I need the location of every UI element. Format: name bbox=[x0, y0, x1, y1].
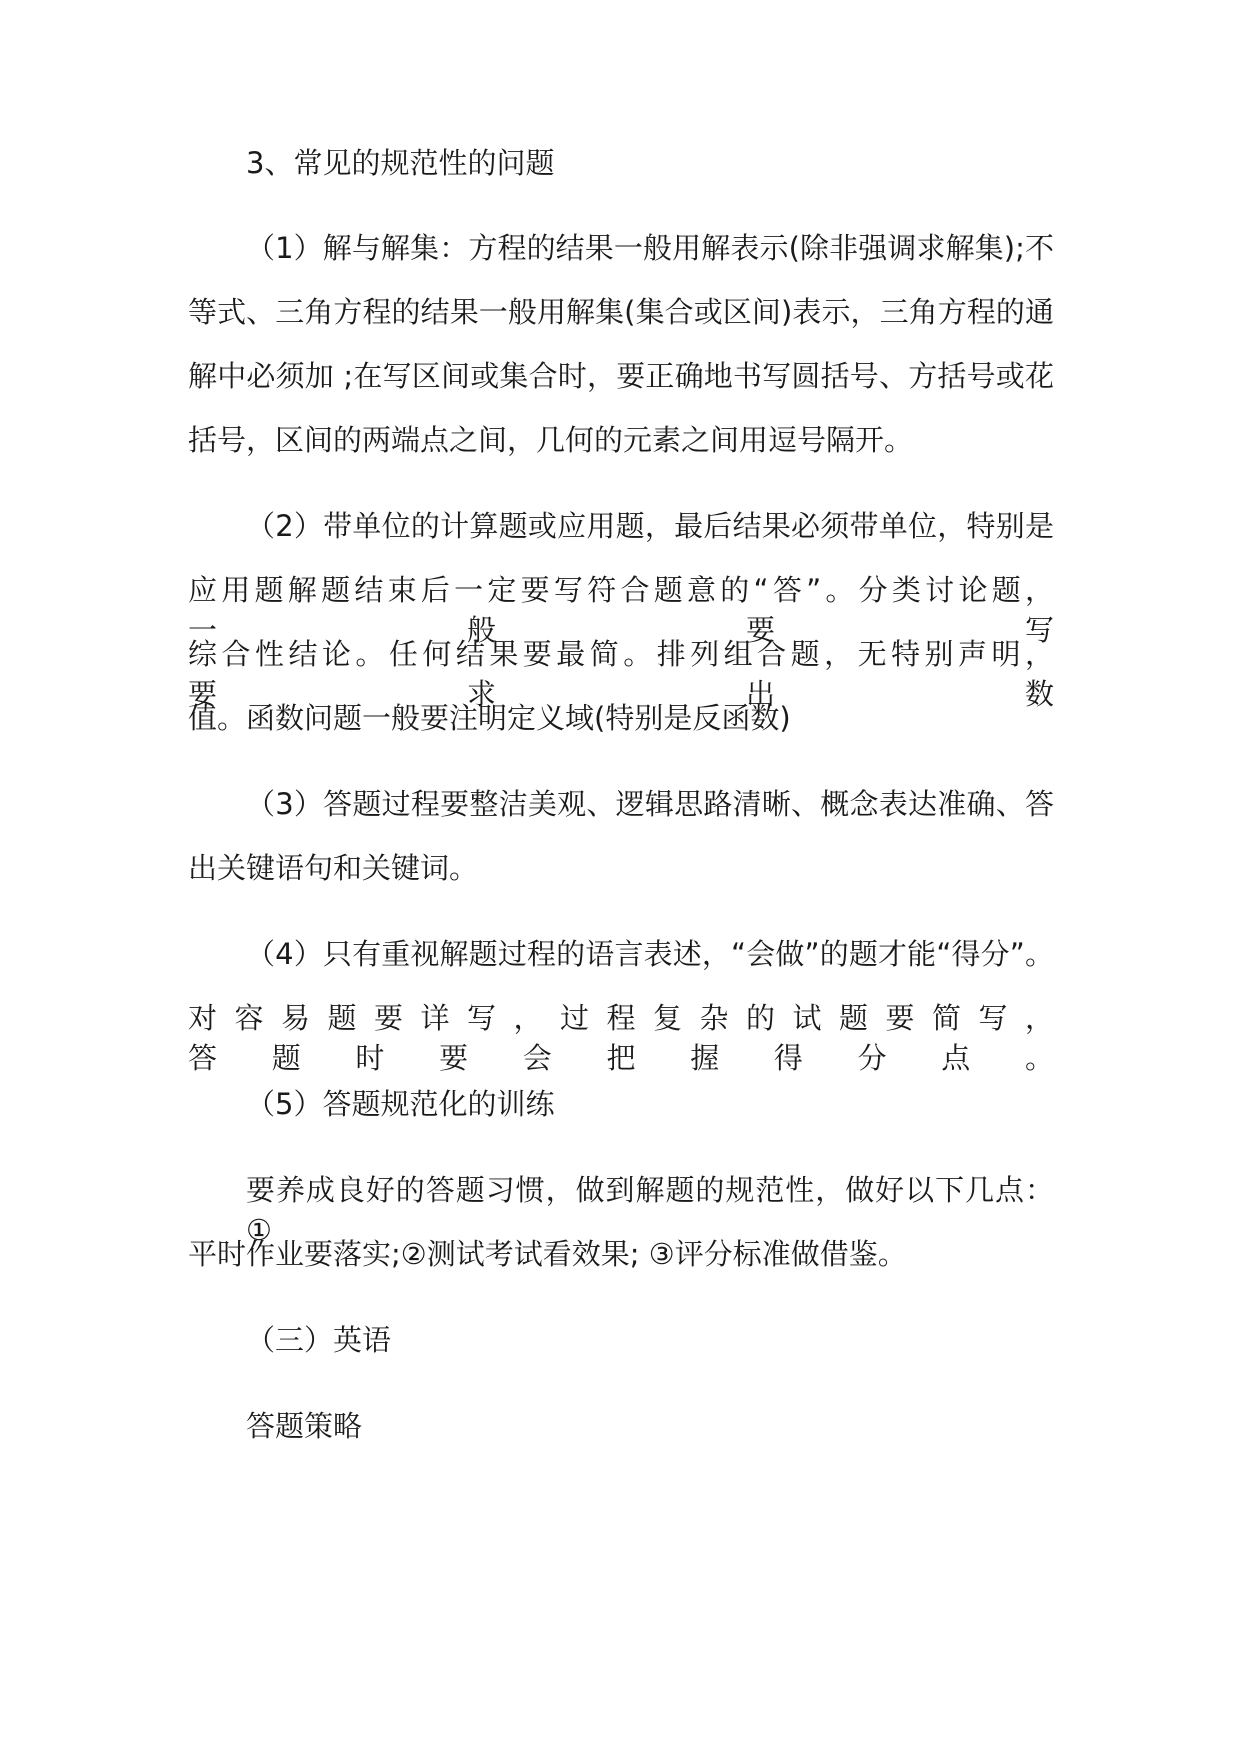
paragraph-4-line-1: （4）只有重视解题过程的语言表述，“会做”的题才能“得分”。 bbox=[246, 937, 1054, 971]
paragraph-2-line-4: 值。函数问题一般要注明定义域(特别是反函数) bbox=[188, 701, 791, 735]
paragraph-2-line-3: 综合性结论。任何结果要最简。排列组合题，无特别声明，要求出数 bbox=[188, 637, 1054, 711]
section-heading: 3、常见的规范性的问题 bbox=[246, 146, 555, 180]
paragraph-1-line-3: 解中必须加 ;在写区间或集合时，要正确地书写圆括号、方括号或花 bbox=[188, 359, 1054, 393]
paragraph-3-line-2: 出关键语句和关键词。 bbox=[188, 851, 479, 885]
section-title-english: （三）英语 bbox=[246, 1323, 392, 1357]
paragraph-2-line-2: 应用题解题结束后一定要写符合题意的“答”。分类讨论题，一般要写 bbox=[188, 573, 1054, 647]
paragraph-4-line-2: 对容易题要详写，过程复杂的试题要简写，答题时要会把握得分点。 bbox=[188, 1001, 1054, 1075]
paragraph-1-line-4: 括号，区间的两端点之间，几何的元素之间用逗号隔开。 bbox=[188, 423, 914, 457]
paragraph-3-line-1: （3）答题过程要整洁美观、逻辑思路清晰、概念表达准确、答 bbox=[246, 787, 1054, 821]
subheading-strategy: 答题策略 bbox=[246, 1409, 363, 1443]
paragraph-6-line-2: 平时作业要落实;②测试考试看效果; ③评分标准做借鉴。 bbox=[188, 1237, 907, 1271]
paragraph-1-line-2: 等式、三角方程的结果一般用解集(集合或区间)表示，三角方程的通 bbox=[188, 295, 1054, 329]
paragraph-5: （5）答题规范化的训练 bbox=[246, 1087, 555, 1121]
paragraph-2-line-1: （2）带单位的计算题或应用题，最后结果必须带单位，特别是 bbox=[246, 509, 1054, 543]
paragraph-1-line-1: （1）解与解集：方程的结果一般用解表示(除非强调求解集);不 bbox=[246, 231, 1054, 265]
paragraph-6-line-1: 要养成良好的答题习惯，做到解题的规范性，做好以下几点：① bbox=[246, 1173, 1054, 1247]
